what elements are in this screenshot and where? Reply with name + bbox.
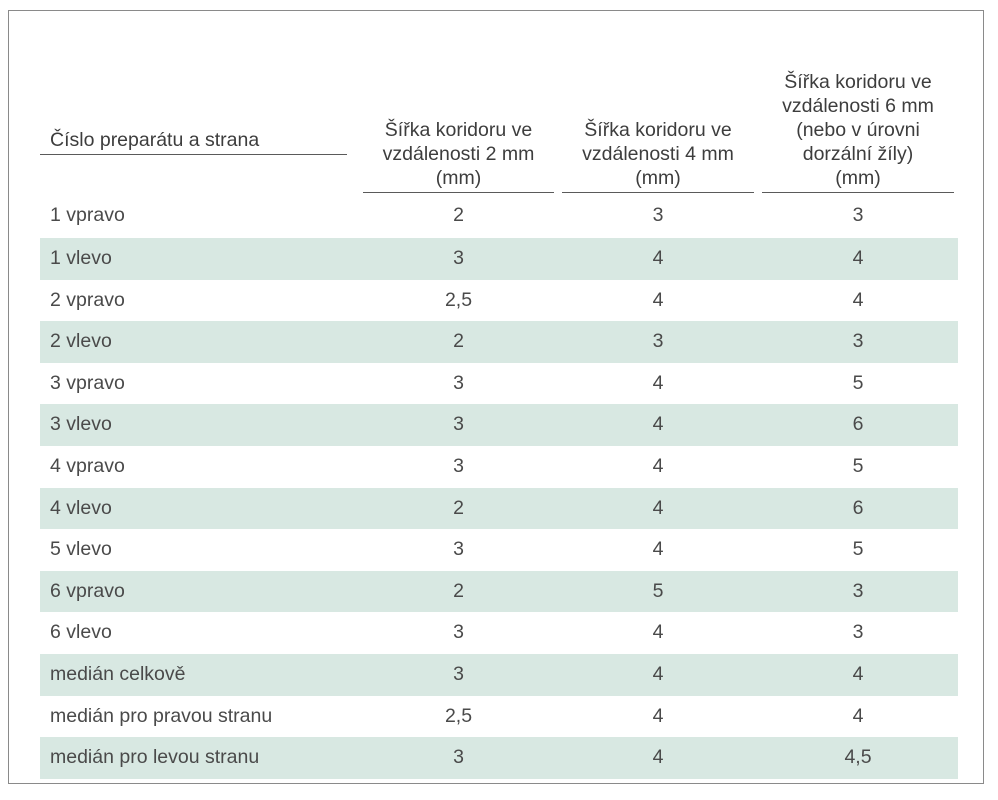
row-label: 1 vpravo: [50, 203, 125, 226]
width-6mm-cell: 4: [758, 654, 958, 696]
width-6mm-cell: 5: [852, 454, 864, 477]
width-2mm-cell: 2: [359, 488, 558, 530]
width-4mm-cell: 4: [652, 538, 664, 561]
width-4mm-cell: 4: [558, 488, 758, 530]
width-6mm-cell: 6: [758, 404, 958, 446]
width-4mm-cell: 3: [558, 321, 758, 363]
width-6mm-cell: 5: [852, 538, 864, 561]
table-row: [40, 404, 958, 446]
table-row: [40, 696, 958, 738]
row-label: medián celkově: [40, 654, 359, 696]
width-4mm-cell: 4: [652, 621, 664, 644]
width-4mm-cell: 4: [558, 238, 758, 280]
width-2mm-cell: 2: [359, 321, 558, 363]
width-6mm-cell: 3: [852, 203, 864, 226]
width-6mm-cell: 6: [758, 488, 958, 530]
width-2mm-cell: 3: [359, 654, 558, 696]
row-label: 3 vlevo: [40, 404, 359, 446]
table-row: [40, 321, 958, 363]
table-frame: [8, 10, 984, 784]
row-label: 2 vpravo: [50, 288, 125, 311]
row-label: 1 vlevo: [40, 238, 359, 280]
width-4mm-cell: 4: [558, 737, 758, 779]
table-row: [40, 193, 958, 238]
row-label: 4 vlevo: [40, 488, 359, 530]
width-2mm-cell: 3: [453, 371, 464, 394]
width-6mm-cell: 3: [758, 321, 958, 363]
table-row: [40, 612, 958, 654]
corridor-width-table: [40, 38, 958, 779]
row-label: 5 vlevo: [50, 538, 112, 561]
width-2mm-cell: 3: [359, 404, 558, 446]
width-4mm-cell: 4: [652, 371, 664, 394]
column-header-width-2mm: Šířka koridoru ve vzdálenosti 2 mm (mm): [359, 38, 558, 193]
table-row: [40, 488, 958, 530]
width-2mm-cell: 3: [453, 621, 464, 644]
width-4mm-cell: 4: [558, 404, 758, 446]
width-2mm-cell: 3: [359, 238, 558, 280]
row-label: 2 vlevo: [40, 321, 359, 363]
width-6mm-cell: 4,5: [758, 737, 958, 779]
table-row: [40, 363, 958, 405]
row-label: 4 vpravo: [50, 454, 125, 477]
width-2mm-cell: 3: [453, 538, 464, 561]
width-2mm-cell: 2,5: [444, 704, 473, 727]
table-row: [40, 529, 958, 571]
width-4mm-cell: 4: [652, 288, 664, 311]
row-label: 6 vlevo: [50, 621, 112, 644]
row-label: 3 vpravo: [50, 371, 125, 394]
width-2mm-cell: 2: [453, 203, 464, 226]
table-row: [40, 654, 958, 696]
row-label: 6 vpravo: [40, 571, 359, 613]
width-4mm-cell: 4: [558, 654, 758, 696]
row-label: medián pro pravou stranu: [50, 704, 273, 727]
width-6mm-cell: 4: [852, 704, 864, 727]
row-label: medián pro levou stranu: [40, 737, 359, 779]
column-header-width-6mm: Šířka koridoru ve vzdálenosti 6 mm (nebo v úrovni dorzální žíly) (mm): [758, 38, 958, 193]
width-4mm-cell: 4: [652, 704, 664, 727]
width-4mm-cell: 4: [652, 454, 664, 477]
table-row: [40, 737, 958, 779]
table-body: [40, 193, 958, 779]
width-6mm-cell: 3: [852, 621, 864, 644]
width-6mm-cell: 4: [852, 288, 864, 311]
width-6mm-cell: 4: [758, 238, 958, 280]
column-header-specimen: Číslo preparátu a strana: [40, 38, 359, 193]
table-header-row: [40, 38, 958, 193]
width-2mm-cell: 3: [359, 737, 558, 779]
table-row: [40, 446, 958, 488]
width-6mm-cell: 5: [852, 371, 864, 394]
width-2mm-cell: 2: [359, 571, 558, 613]
width-6mm-cell: 3: [758, 571, 958, 613]
width-4mm-cell: 3: [652, 203, 664, 226]
width-4mm-cell: 5: [558, 571, 758, 613]
width-2mm-cell: 2,5: [444, 288, 473, 311]
column-header-width-4mm: Šířka koridoru ve vzdálenosti 4 mm (mm): [558, 38, 758, 193]
width-2mm-cell: 3: [453, 454, 464, 477]
table-row: [40, 571, 958, 613]
table-row: [40, 238, 958, 280]
table-row: [40, 280, 958, 322]
